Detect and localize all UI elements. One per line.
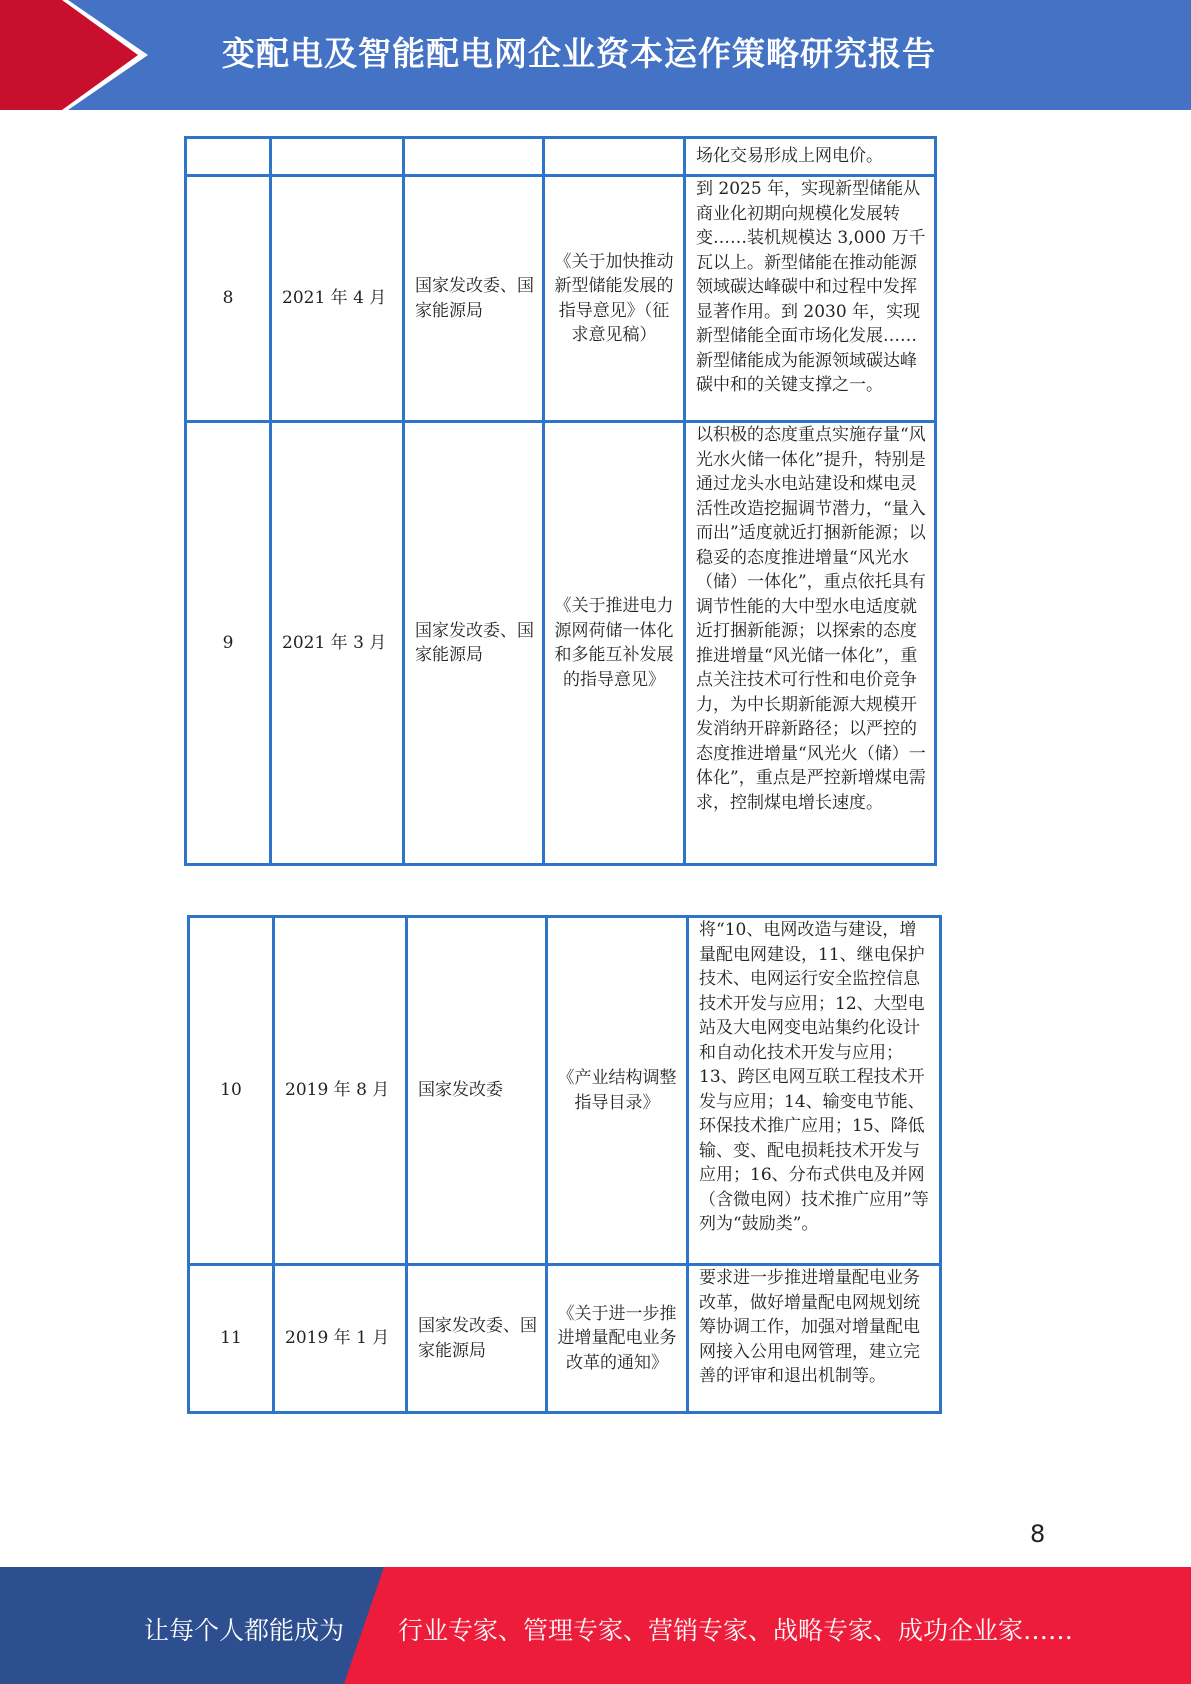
row-content: 以积极的态度重点实施存量“风光水火储一体化”提升，特别是通过龙头水电站建设和煤电灵活性改造挖掘调节潜力，“量入而出”适度就近打捆新能源；以稳妥的态度推进增量“风光水（储）一体化”，重点依托具有调节性能的大中型水电适度就近打捆新能源；以探索的态度推进增量“风光储一体化”，重点关注技术可行性和电价竞争力，为中长期新能源大规模开发消纳开辟新路径；以严控的态度推进增量“风光火（储）一体化”，重点是严控新增煤电需求，控制煤电增长速度。	[685, 422, 936, 865]
row-document: 《关于推进电力源网荷储一体化和多能互补发展的指导意见》	[544, 422, 685, 865]
row-org: 国家发改委、国家能源局	[407, 1265, 547, 1413]
footer-slogan-left: 让每个人都能成为	[144, 1616, 345, 1645]
row-date: 2019 年 1 月	[274, 1265, 407, 1413]
table-row	[189, 1265, 941, 1413]
row-content: 场化交易形成上网电价。	[685, 138, 936, 176]
row-content: 将“10、电网改造与建设，增量配电网建设，11、继电保护技术、电网运行安全监控信息技术开发与应用；12、大型电站及大电网变电站集约化设计和自动化技术开发与应用；13、跨区电网互联工程技术开发与应用；14、输变电节能、环保技术推广应用；15、降低输、变、配电损耗技术开发与应用；16、分布式供电及并网（含微电网）技术推广应用”等列为“鼓励类”。	[688, 917, 941, 1265]
row-number: 10	[189, 917, 274, 1265]
row-date: 2019 年 8 月	[274, 917, 407, 1265]
policy-table-part1	[184, 136, 937, 866]
table-cell	[186, 138, 271, 176]
row-date: 2021 年 3 月	[271, 422, 404, 865]
row-document: 《关于加快推动新型储能发展的指导意见》（征求意见稿）	[544, 176, 685, 422]
policy-table-part2	[187, 915, 942, 1414]
header-chevron-decoration	[0, 0, 150, 110]
row-date: 2021 年 4 月	[271, 176, 404, 422]
footer-slogan-right: 行业专家、管理专家、营销专家、战略专家、成功企业家……	[398, 1616, 1074, 1645]
table-cell	[271, 138, 404, 176]
row-document: 《关于进一步推进增量配电业务改革的通知》	[547, 1265, 688, 1413]
page-header	[0, 0, 1191, 110]
row-number: 11	[189, 1265, 274, 1413]
table-cell	[404, 138, 544, 176]
report-title: 变配电及智能配电网企业资本运作策略研究报告	[222, 34, 936, 73]
row-number: 8	[186, 176, 271, 422]
page-footer	[0, 1567, 1191, 1684]
table-cell	[544, 138, 685, 176]
table-row	[186, 422, 936, 865]
row-org: 国家发改委、国家能源局	[404, 176, 544, 422]
row-content: 到 2025 年，实现新型储能从商业化初期向规模化发展转变……装机规模达 3,000 万千瓦以上。新型储能在推动能源领域碳达峰碳中和过程中发挥显著作用。到 2030 年，实现新型储能全面市场化发展……新型储能成为能源领域碳达峰碳中和的关键支撑之一。	[685, 176, 936, 422]
row-org: 国家发改委、国家能源局	[404, 422, 544, 865]
table-row	[189, 917, 941, 1265]
table-row	[186, 138, 936, 176]
page-number: 8	[1030, 1520, 1046, 1548]
table-row	[186, 176, 936, 422]
row-org: 国家发改委	[407, 917, 547, 1265]
row-number: 9	[186, 422, 271, 865]
row-document: 《产业结构调整指导目录》	[547, 917, 688, 1265]
row-content: 要求进一步推进增量配电业务改革，做好增量配电网规划统筹协调工作，加强对增量配电网接入公用电网管理，建立完善的评审和退出机制等。	[688, 1265, 941, 1413]
